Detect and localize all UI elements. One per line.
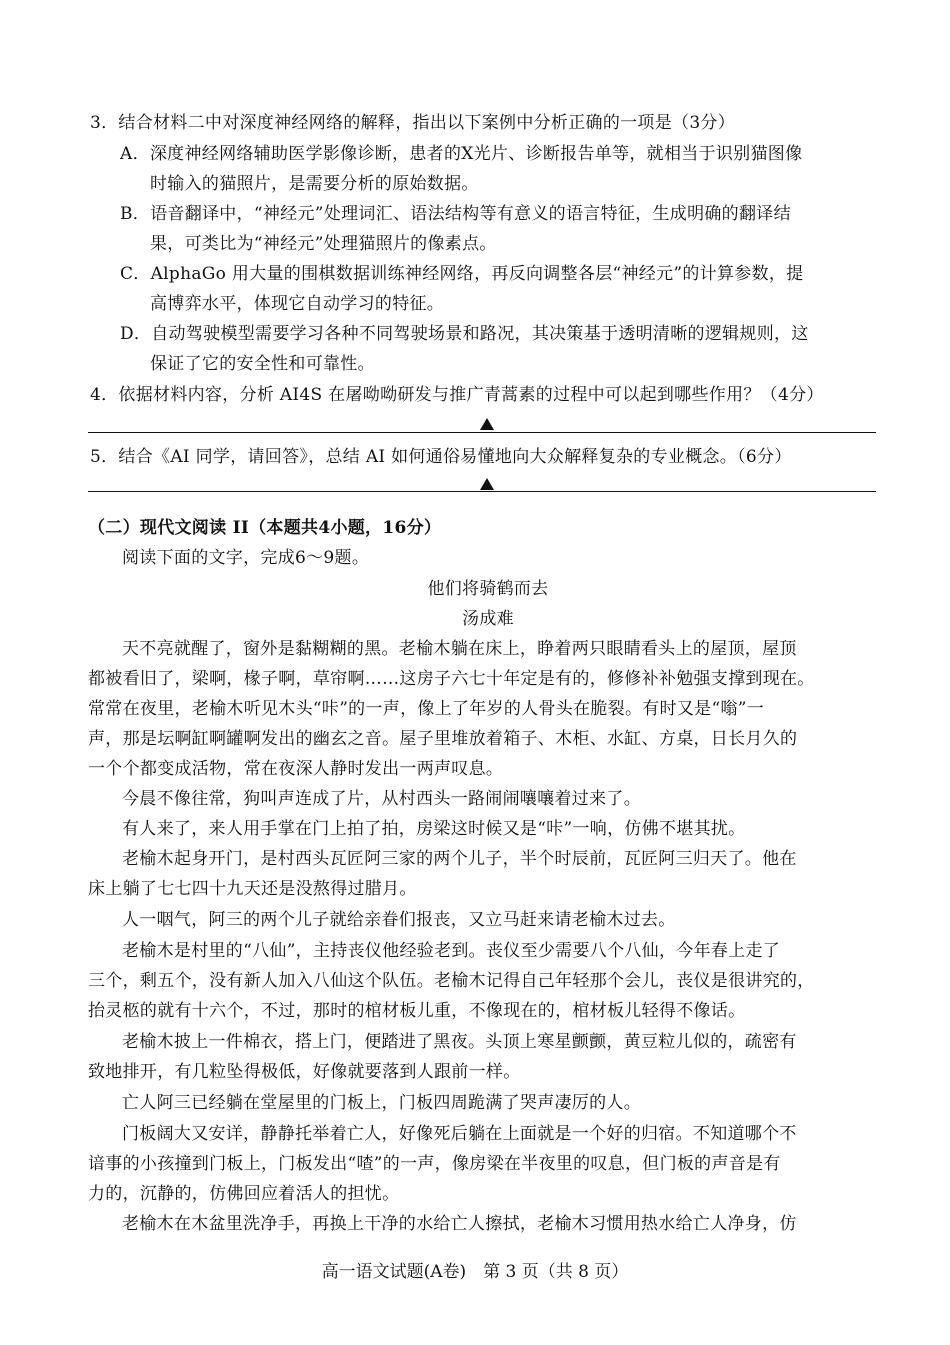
passage-line: 声，那是坛啊缸啊罐啊发出的幽玄之音。屋子里堆放着箱子、木柜、水缸、方桌，日长月久的	[88, 729, 798, 749]
passage-line: 天不亮就醒了，窗外是黏糊糊的黑。老榆木躺在床上，睁着两只眼睛看头上的屋顶，屋顶	[122, 639, 797, 659]
section-heading: （二）现代文阅读 II（本题共4小题，16分）	[88, 518, 442, 538]
page-footer: 高一语文试题(A卷) 第 3 页（共 8 页）	[321, 1262, 629, 1282]
passage-line: 今晨不像往常，狗叫声连成了片，从村西头一路闹闹嚷嚷着过来了。	[122, 789, 641, 809]
passage-line: 致地排开，有几粒坠得极低，好像就要落到人跟前一样。	[88, 1062, 521, 1082]
q3-option-a-line1: A．深度神经网络辅助医学影像诊断，患者的X光片、诊断报告单等，就相当于识别猫图像	[120, 144, 803, 164]
q3-option-c-line1: C．AlphaGo 用大量的围棋数据训练神经网络，再反向调整各层“神经元”的计算参数，提	[120, 264, 804, 284]
passage-line: 有人来了，来人用手掌在门上拍了拍，房梁这时候又是“咔”一响，仿佛不堪其扰。	[122, 819, 746, 839]
answer-marker-triangle	[480, 478, 494, 490]
q3-option-b-line2: 果，可类比为“神经元”处理猫照片的像素点。	[150, 234, 497, 254]
answer-line-q5	[88, 491, 876, 492]
passage-line: 谙事的小孩撞到门板上，门板发出“喳”的一声，像房梁在半夜里的叹息，但门板的声音是有	[88, 1154, 781, 1174]
q4-stem: 4．依据材料内容，分析 AI4S 在屠呦呦研发与推广青蒿素的过程中可以起到哪些作用？（4分）	[90, 385, 824, 405]
passage-line: 亡人阿三已经躺在堂屋里的门板上，门板四周跪满了哭声凄厉的人。	[122, 1093, 641, 1113]
passage-line: 力的，沉静的，仿佛回应着活人的担忧。	[88, 1184, 400, 1204]
answer-line-q4	[88, 432, 876, 433]
q3-option-d-line1: D．自动驾驶模型需要学习各种不同驾驶场景和路况，其决策基于透明清晰的逻辑规则，这	[120, 324, 809, 344]
passage-title: 他们将骑鹤而去	[427, 579, 549, 599]
passage-line: 抬灵柩的就有十六个，不过，那时的棺材板儿重，不像现在的，棺材板儿轻得不像话。	[88, 1001, 746, 1021]
passage-line: 常常在夜里，老榆木听见木头“咔”的一声，像上了年岁的人骨头在脆裂。有时又是“嗡”一	[88, 699, 765, 719]
passage-line: 一个个都变成活物，常在夜深人静时发出一两声叹息。	[88, 759, 504, 779]
passage-line: 老榆木在木盆里洗净手，再换上干净的水给亡人擦拭，老榆木习惯用热水给亡人净身，仿	[122, 1214, 797, 1234]
passage-author: 汤成难	[462, 609, 514, 629]
passage-line: 老榆木是村里的“八仙”，主持丧仪他经验老到。丧仪至少需要八个八仙，今年春上走了	[122, 941, 781, 961]
passage-line: 门板阔大又安详，静静托举着亡人，好像死后躺在上面就是一个好的归宿。不知道哪个不	[122, 1124, 797, 1144]
passage-line: 都被看旧了，梁啊，椽子啊，草帘啊……这房子六七十年定是有的，修修补补勉强支撑到现在。	[88, 669, 815, 689]
q3-option-a-line2: 时输入的猫照片，是需要分析的原始数据。	[150, 174, 479, 194]
q3-option-d-line2: 保证了它的安全性和可靠性。	[150, 354, 375, 374]
q3-option-b-line1: B．语音翻译中，“神经元”处理词汇、语法结构等有意义的语言特征，生成明确的翻译结	[120, 204, 791, 224]
passage-line: 床上躺了七七四十九天还是没熬得过腊月。	[88, 879, 417, 899]
passage-line: 人一咽气，阿三的两个儿子就给亲眷们报丧，又立马赶来请老榆木过去。	[122, 910, 676, 930]
q3-stem: 3．结合材料二中对深度神经网络的解释，指出以下案例中分析正确的一项是（3分）	[90, 113, 736, 133]
q5-stem: 5．结合《AI 同学，请回答》，总结 AI 如何通俗易懂地向大众解释复杂的专业概念。（6分）	[90, 447, 792, 467]
q3-option-c-line2: 高博弈水平，体现它自动学习的特征。	[150, 294, 445, 314]
answer-marker-triangle	[480, 418, 494, 430]
passage-line: 老榆木起身开门，是村西头瓦匠阿三家的两个儿子，半个时辰前，瓦匠阿三归天了。他在	[122, 849, 797, 869]
passage-line: 三个，剩五个，没有新人加入八仙这个队伍。老榆木记得自己年轻那个会儿，丧仪是很讲究的，	[88, 971, 815, 991]
section-instruction: 阅读下面的文字，完成6～9题。	[122, 548, 370, 568]
passage-line: 老榆木披上一件棉衣，搭上门，便踏进了黑夜。头顶上寒星颤颤，黄豆粒儿似的，疏密有	[122, 1032, 797, 1052]
